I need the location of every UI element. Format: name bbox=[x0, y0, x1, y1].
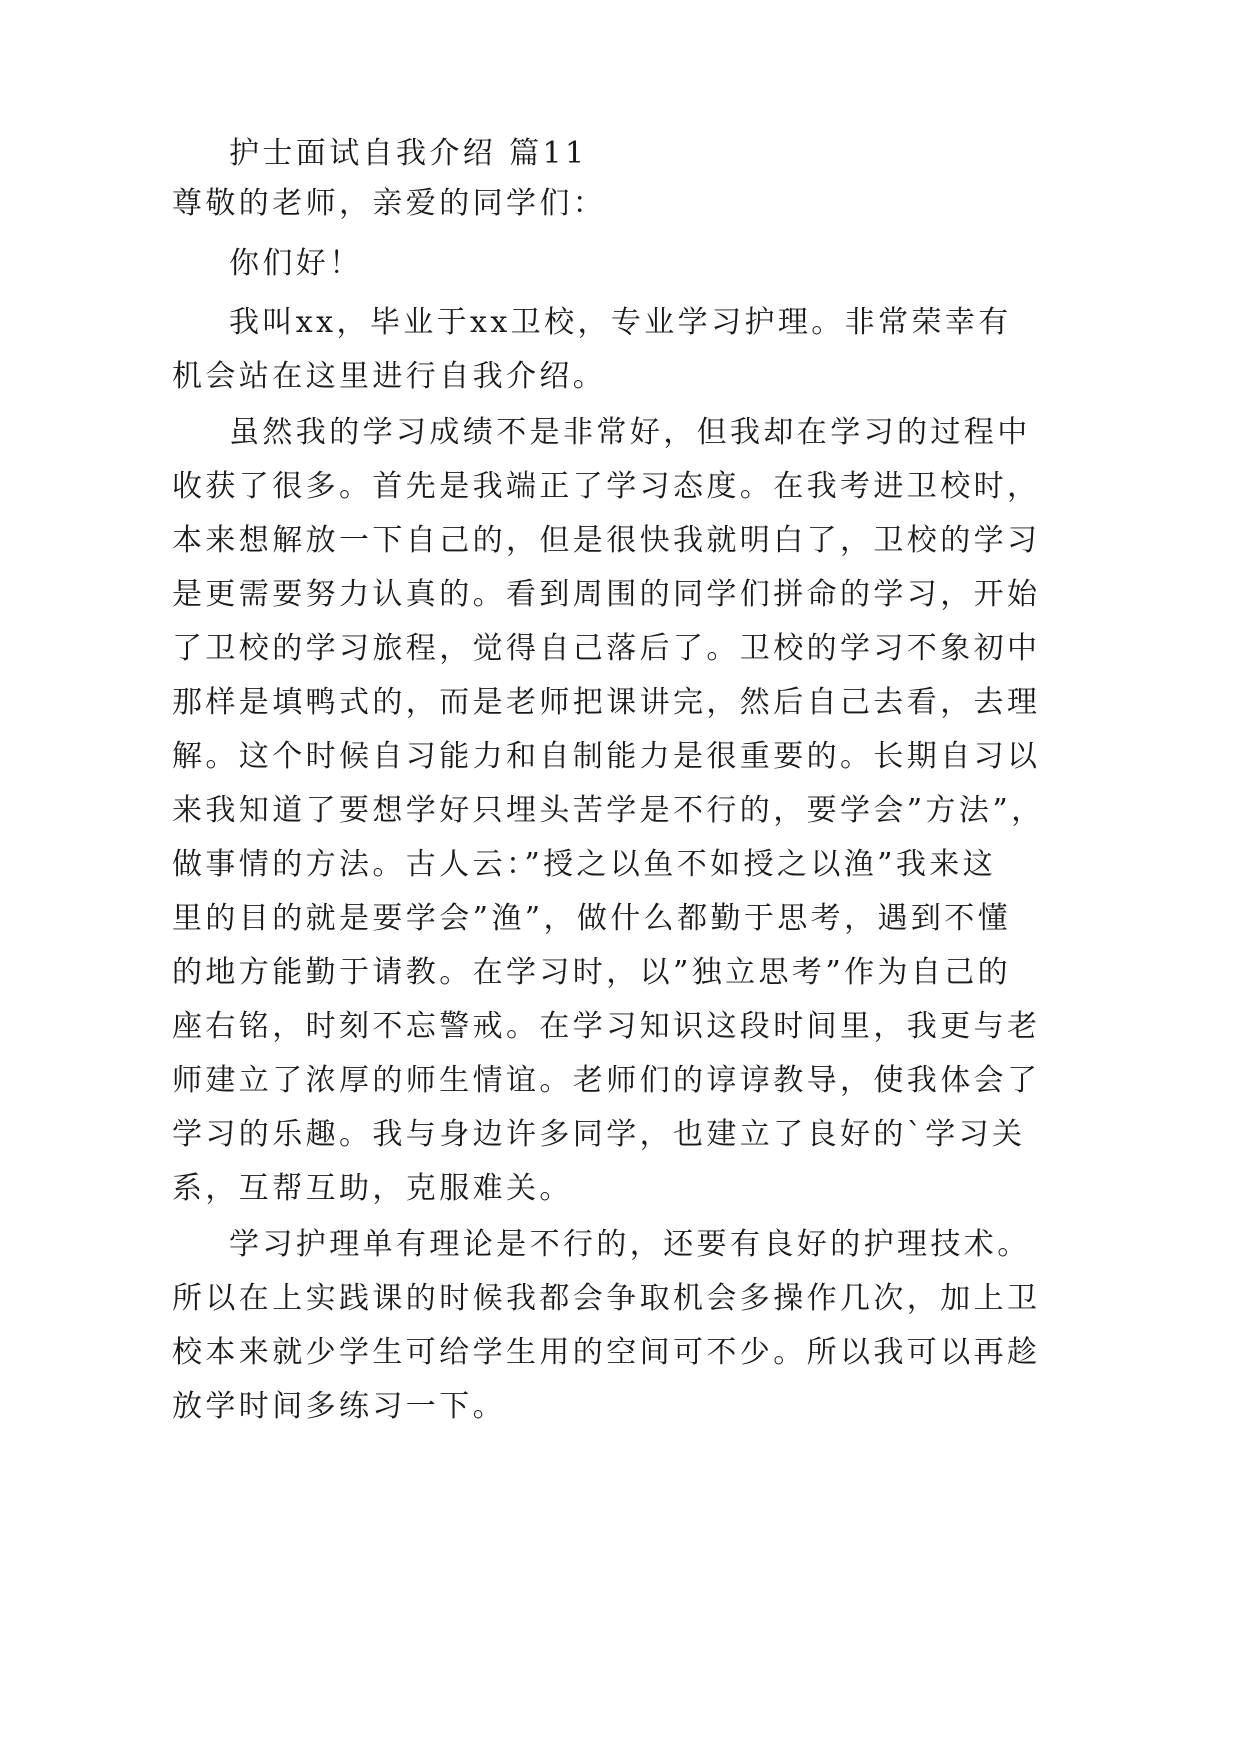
paragraph-line: 解。这个时候自习能力和自制能力是很重要的。长期自习以 bbox=[172, 739, 1041, 774]
paragraph-line: 里的目的就是要学会”渔”，做什么都勤于思考，遇到不懂 bbox=[172, 901, 1012, 936]
paragraph-line: 校本来就少学生可给学生用的空间可不少。所以我可以再趁 bbox=[172, 1335, 1041, 1370]
greeting-line: 尊敬的老师，亲爱的同学们： bbox=[172, 186, 607, 221]
paragraph-line: 虽然我的学习成绩不是非常好，但我却在学习的过程中 bbox=[229, 415, 1031, 450]
paragraph-line: 我叫xx，毕业于xx卫校，专业学习护理。非常荣幸有 bbox=[229, 305, 1012, 340]
paragraph-line: 本来想解放一下自己的，但是很快我就明白了，卫校的学习 bbox=[172, 523, 1041, 558]
paragraph-line: 机会站在这里进行自我介绍。 bbox=[172, 359, 607, 394]
document-title: 护士面试自我介绍 篇11 bbox=[229, 136, 588, 171]
paragraph-line: 做事情的方法。古人云：”授之以鱼不如授之以渔”我来这 bbox=[172, 847, 997, 882]
hello-line: 你们好！ bbox=[229, 246, 363, 281]
paragraph-line: 那样是填鸭式的，而是老师把课讲完，然后自己去看，去理 bbox=[172, 685, 1041, 720]
paragraph-line: 师建立了浓厚的师生情谊。老师们的谆谆教导，使我体会了 bbox=[172, 1063, 1041, 1098]
paragraph-line: 系，互帮互助，克服难关。 bbox=[172, 1171, 573, 1206]
paragraph-line: 学习护理单有理论是不行的，还要有良好的护理技术。 bbox=[229, 1227, 1031, 1262]
paragraph-line: 座右铭，时刻不忘警戒。在学习知识这段时间里，我更与老 bbox=[172, 1009, 1041, 1044]
paragraph-line: 所以在上实践课的时候我都会争取机会多操作几次，加上卫 bbox=[172, 1281, 1041, 1316]
paragraph-line: 放学时间多练习一下。 bbox=[172, 1389, 506, 1424]
paragraph-line: 的地方能勤于请教。在学习时，以”独立思考”作为自己的 bbox=[172, 955, 1012, 990]
paragraph-line: 收获了很多。首先是我端正了学习态度。在我考进卫校时， bbox=[172, 469, 1041, 504]
paragraph-line: 是更需要努力认真的。看到周围的同学们拼命的学习，开始 bbox=[172, 577, 1041, 612]
paragraph-line: 来我知道了要想学好只埋头苦学是不行的，要学会”方法”， bbox=[172, 793, 1045, 828]
paragraph-line: 了卫校的学习旅程，觉得自己落后了。卫校的学习不象初中 bbox=[172, 631, 1041, 666]
paragraph-line: 学习的乐趣。我与身边许多同学，也建立了良好的`学习关 bbox=[172, 1117, 1026, 1152]
